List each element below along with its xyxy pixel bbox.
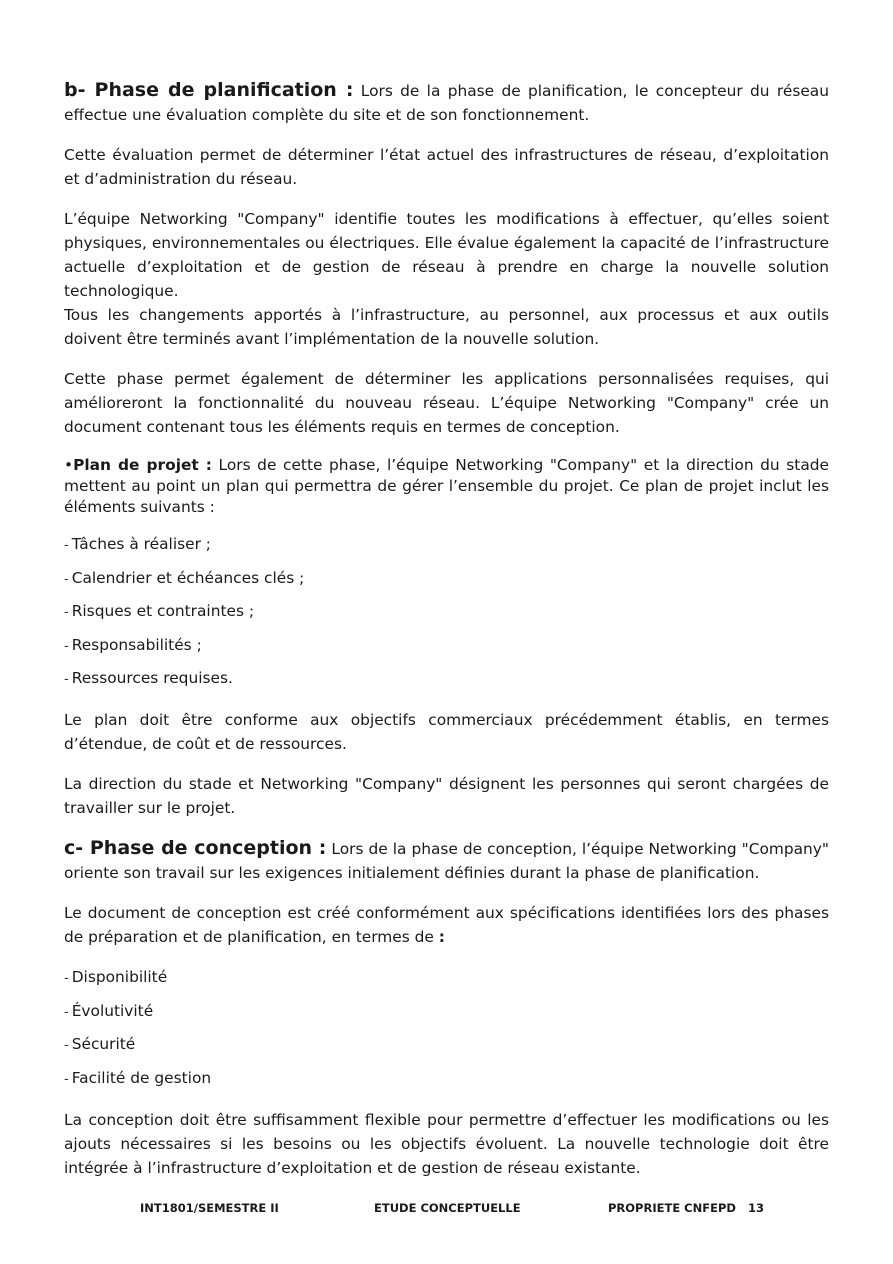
list-item-text: Sécurité	[71, 1035, 136, 1053]
dash-icon: -	[64, 1038, 69, 1053]
list-item-text: Calendrier et échéances clés ;	[71, 568, 305, 587]
section-b-paragraph-1: Cette évaluation permet de déterminer l’état actuel des infrastructures de réseau, d’exploitation et d’administration du réseau.	[64, 146, 829, 188]
list-item	[64, 1066, 829, 1092]
project-plan-text: Lors de cette phase, l’équipe Networking "Company" et la direction du stade mettent au point un plan qui permettra de gérer l’ensemble du projet. Ce plan de projet inclut les éléments suivants :	[64, 456, 829, 516]
section-b-paragraph-3: Cette phase permet également de déterminer les applications personnalisées requises, qui amélioreront la fonctionnalité du nouveau réseau. L’équipe Networking "Company" crée un document contenant tous les éléments requis en termes de conception.	[64, 370, 829, 436]
list-item-text: Facilité de gestion	[71, 1068, 212, 1087]
section-b-intro	[64, 78, 829, 127]
page-content	[64, 78, 829, 1196]
list-item-text: Responsabilités ;	[71, 635, 202, 654]
list-item-text: Évolutivité	[71, 1001, 154, 1020]
list-item	[64, 999, 829, 1025]
section-c-intro-text: Lors de la phase de conception, l’équipe Networking "Company" oriente son travail sur les exigences initialement définies durant la phase de planification.	[64, 840, 829, 882]
section-b-paragraph-2	[64, 207, 829, 351]
section-c-heading: c- Phase de conception :	[64, 837, 327, 859]
list-item-text: Ressources requises.	[71, 669, 233, 687]
section-b-paragraph-5: La direction du stade et Networking "Company" désignent les personnes qui seront chargées de travailler sur le projet.	[64, 775, 829, 817]
footer-owner: PROPRIETE CNFEPD	[608, 1201, 736, 1215]
page-number: 13	[748, 1201, 765, 1215]
section-c-colon: :	[438, 928, 445, 946]
section-b-intro-text: Lors de la phase de planification, le concepteur du réseau effectue une évaluation complète du site et de son fonctionnement.	[64, 82, 829, 124]
dash-icon: -	[64, 672, 69, 687]
dash-icon: -	[64, 638, 69, 654]
project-plan-label: Plan de projet :	[73, 456, 212, 474]
bullet-icon: •	[64, 456, 74, 474]
list-item	[64, 633, 829, 659]
dash-icon: -	[64, 605, 69, 620]
list-item	[64, 566, 829, 592]
dash-icon: -	[64, 1004, 69, 1020]
list-item-text: Tâches à réaliser ;	[71, 535, 211, 553]
section-b-paragraph-2a: L’équipe Networking "Company" identifie toutes les modifications à effectuer, qu’elles soient physiques, environnementales ou électriques. Elle évalue également la capacité de l’infrastructure actuelle d’exploitation et de gestion de réseau à prendre en charge la nouvelle solution technologique.	[64, 210, 829, 300]
dash-icon: -	[64, 1071, 69, 1087]
list-item	[64, 599, 829, 625]
project-plan-paragraph	[64, 455, 829, 518]
list-item	[64, 666, 829, 692]
design-criteria-list	[64, 965, 829, 1092]
list-item	[64, 1032, 829, 1058]
section-c-paragraph-2: La conception doit être suffisamment flexible pour permettre d’effectuer les modifications ou les ajouts nécessaires si les besoins ou les objectifs évoluent. La nouvelle technologie doit être intégrée à l’infrastructure d’exploitation et de gestion de réseau existante.	[64, 1110, 829, 1177]
list-item	[64, 965, 829, 991]
dash-icon: -	[64, 971, 69, 986]
footer-title: ETUDE CONCEPTUELLE	[374, 1201, 521, 1215]
section-b-heading: b- Phase de planification :	[64, 79, 354, 101]
list-item-text: Risques et contraintes ;	[71, 602, 255, 620]
section-c-intro	[64, 836, 829, 885]
list-item	[64, 532, 829, 558]
footer-course: INT1801/SEMESTRE II	[140, 1201, 279, 1215]
dash-icon: -	[64, 571, 69, 587]
list-item-text: Disponibilité	[71, 968, 168, 986]
section-c-paragraph-1-text: Le document de conception est créé conformément aux spécifications identifiées lors des phases de préparation et de planification, en termes de	[64, 904, 829, 946]
section-b-paragraph-4: Le plan doit être conforme aux objectifs commerciaux précédemment établis, en termes d’étendue, de coût et de ressources.	[64, 711, 829, 753]
project-plan-list	[64, 532, 829, 692]
dash-icon: -	[64, 538, 69, 553]
section-b-paragraph-2b: Tous les changements apportés à l’infrastructure, au personnel, aux processus et aux outils doivent être terminés avant l’implémentation de la nouvelle solution.	[64, 306, 829, 348]
section-c-paragraph-1	[64, 901, 829, 949]
